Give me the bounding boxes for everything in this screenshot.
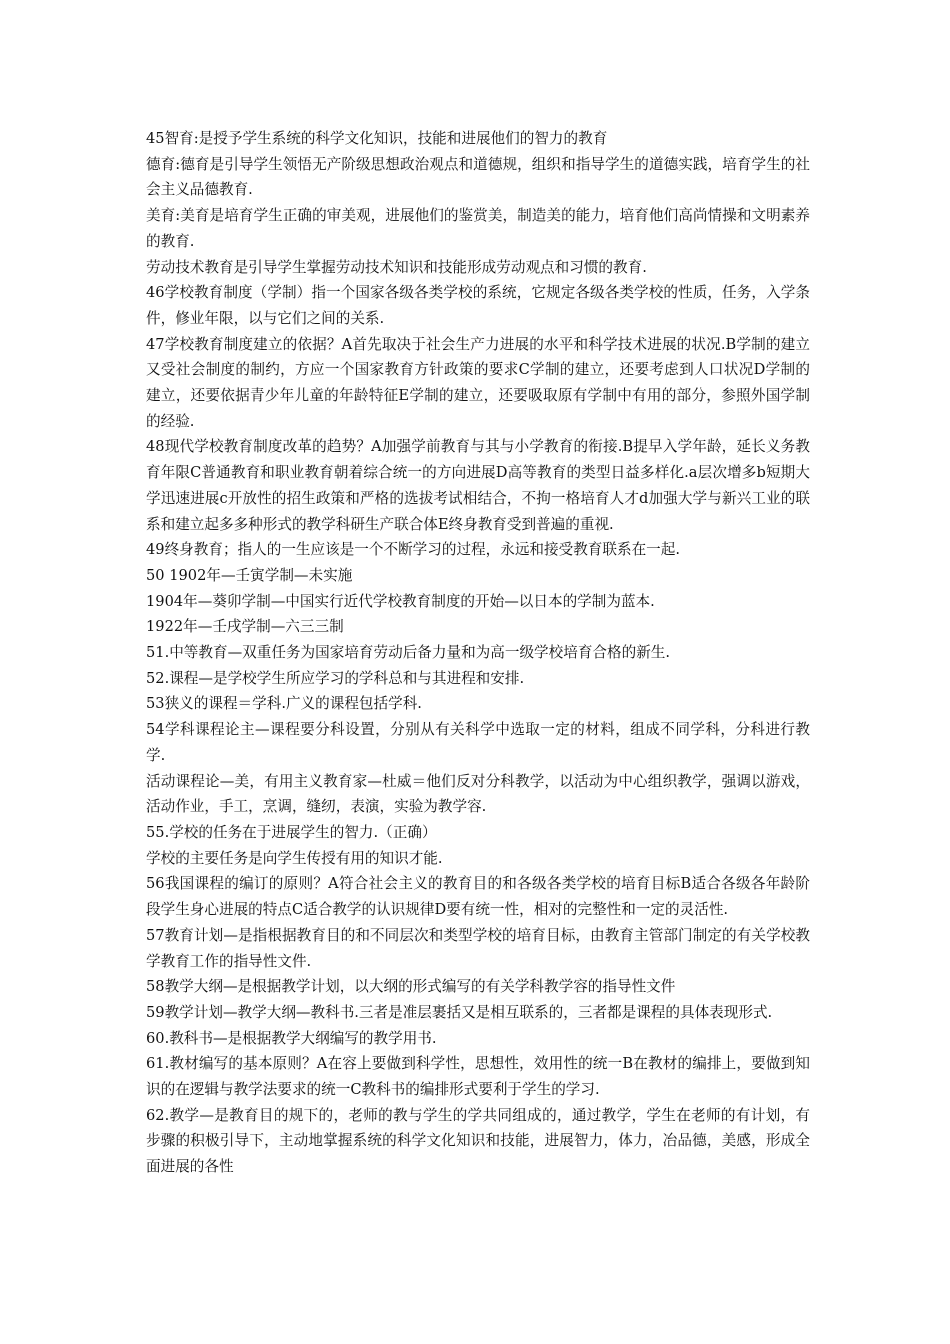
paragraph: 54学科课程论主—课程要分科设置，分别从有关科学中选取一定的材料，组成不同学科，分科进行教学. <box>146 721 810 764</box>
paragraph: 55.学校的任务在于进展学生的智力.（正确） <box>146 823 437 841</box>
paragraph: 48现代学校教育制度改革的趋势？A加强学前教育与其与小学教育的衔接.B提早入学年龄，延长义务教育年限C普通教育和职业教育朝着综合统一的方向进展D高等教育的类型日益多样化.a层次增多b短期大学迅速进展c开放性的招生政策和严格的选拔考试相结合，不拘一格培育人才d加强大学与新兴工业的联系和建立起多多种形式的教学科研生产联合体E终身教育受到普遍的重视. <box>146 438 810 533</box>
paragraph: 51.中等教育—双重任务为国家培育劳动后备力量和为高一级学校培育合格的新生. <box>146 644 671 662</box>
paragraph: 德育:德育是引导学生领悟无产阶级思想政治观点和道德规，组织和指导学生的道德实践，培育学生的社会主义品德教育. <box>146 155 810 199</box>
paragraph: 57教育计划—是指根据教育目的和不同层次和类型学校的培育目标，由教育主管部门制定的有关学校教学教育工作的指导性文件. <box>146 926 810 970</box>
paragraph: 劳动技术教育是引导学生掌握劳动技术知识和技能形成劳动观点和习惯的教育. <box>146 258 647 276</box>
paragraph: 47学校教育制度建立的依据？A首先取决于社会生产力进展的水平和科学技术进展的状况.B学制的建立又受社会制度的制约，方应一个国家教育方针政策的要求C学制的建立，还要考虑到人口状况D学制的建立，还要依据青少年儿童的年龄特征E学制的建立，还要吸取原有学制中有用的部分，参照外国学制的经验. <box>146 335 810 430</box>
paragraph: 58教学大纲—是根据教学计划，以大纲的形式编写的有关学科教学容的指导性文件 <box>146 978 676 996</box>
paragraph: 46学校教育制度（学制）指一个国家各级各类学校的系统，它规定各级各类学校的性质，任务，入学条件，修业年限，以与它们之间的关系. <box>146 284 810 327</box>
paragraph: 学校的主要任务是向学生传授有用的知识才能. <box>146 849 443 867</box>
paragraph: 美育:美育是培育学生正确的审美观，进展他们的鉴赏美，制造美的能力，培育他们高尚情操和文明素养的教育. <box>146 207 810 250</box>
document-body <box>146 126 810 1180</box>
paragraph: 活动课程论—美，有用主义教育家—杜威＝他们反对分科教学，以活动为中心组织教学，强调以游戏，活动作业，手工，烹调，缝纫，表演，实验为教学容. <box>146 772 810 816</box>
paragraph: 60.教科书—是根据教学大纲编写的教学用书. <box>146 1029 437 1047</box>
paragraph: 53狭义的课程＝学科.广义的课程包括学科. <box>146 695 422 713</box>
paragraph: 1904年—葵卯学制—中国实行近代学校教育制度的开始—以日本的学制为蓝本. <box>146 592 655 610</box>
paragraph: 52.课程—是学校学生所应学习的学科总和与其进程和安排. <box>146 669 525 687</box>
paragraph: 61.教材编写的基本原则？A在容上要做到科学性，思想性，效用性的统一B在教材的编排上，要做到知识的在逻辑与教学法要求的统一C教科书的编排形式要利于学生的学习. <box>146 1055 810 1099</box>
paragraph: 45智育:是授予学生系统的科学文化知识，技能和进展他们的智力的教育 <box>146 130 608 147</box>
paragraph: 1922年—壬戌学制—六三三制 <box>146 618 344 636</box>
paragraph: 59教学计划—教学大纲—教科书.三者是准层裹括又是相互联系的，三者都是课程的具体表现形式. <box>146 1003 773 1021</box>
paragraph: 49终身教育；指人的一生应该是一个不断学习的过程，永远和接受教育联系在一起. <box>146 541 680 559</box>
paragraph: 62.教学—是教育目的规下的，老师的教与学生的学共同组成的，通过教学，学生在老师的有计划，有步骤的积极引导下，主动地掌握系统的科学文化知识和技能，进展智力，体力，冶品德，美感，形成全面进展的各性 <box>146 1106 810 1176</box>
paragraph: 50 1902年—壬寅学制—未实施 <box>146 566 353 584</box>
paragraph: 56我国课程的编订的原则？A符合社会主义的教育目的和各级各类学校的培育目标B适合各级各年龄阶段学生身心进展的特点C适合教学的认识规律D要有统一性，相对的完整性和一定的灵活性. <box>146 875 810 919</box>
